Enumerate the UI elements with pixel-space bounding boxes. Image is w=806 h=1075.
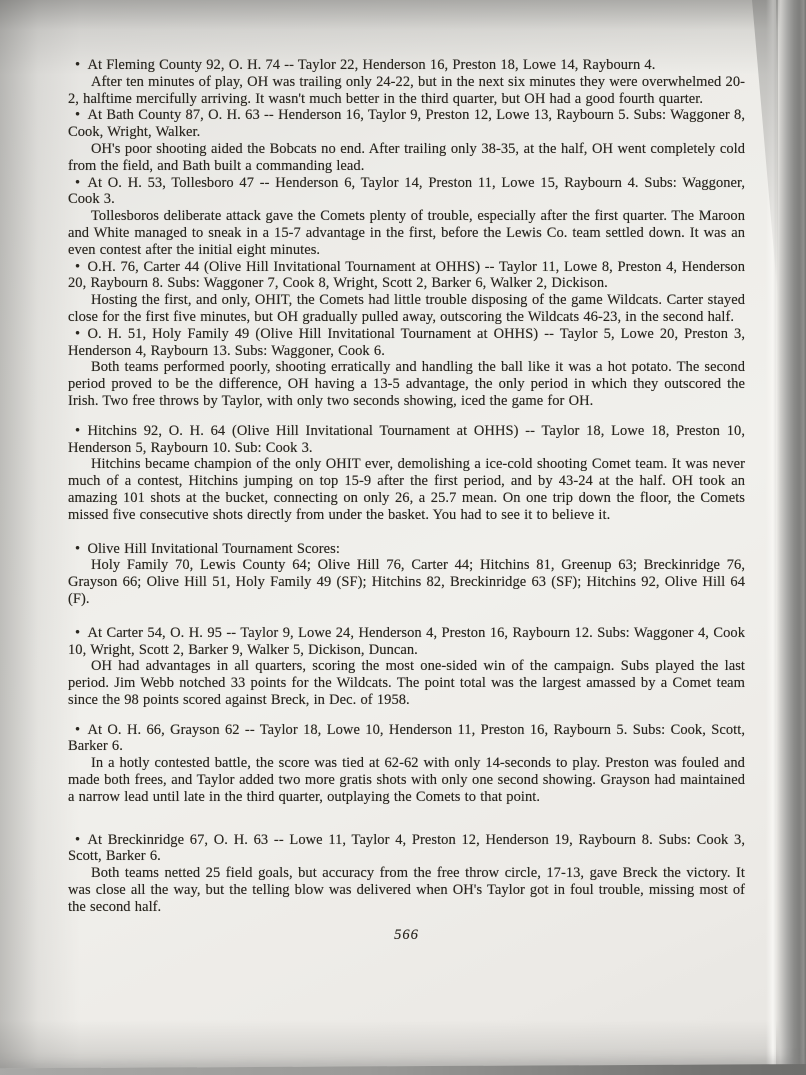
game-recap-carter-ohit: Hosting the first, and only, OHIT, the Comets had little trouble disposing of the game Wildcats. Carter stayed close for the first five minutes, but OH gradually pulled away, outscoring the Wildcats 46-23, in the second half. (68, 292, 745, 325)
game-result-tollesboro: • At O. H. 53, Tollesboro 47 -- Henderson 6, Taylor 14, Preston 11, Lowe 15, Raybourn 4. Subs: Waggoner, Cook 3. (68, 175, 745, 209)
game-recap-hitchins-ohit: Hitchins became champion of the only OHIT ever, demolishing a ice-cold shooting Comet team. It was never much of a contest, Hitchins jumping on top 15-9 after the first period, and by 43-24 at the half. OH took an amazing 101 shots at the bucket, connecting on only 26, a 25.7 mean. On one trip down the floor, the Comets missed five consecutive shots directly from under the basket. You had to see it to believe it. (68, 456, 745, 523)
page-edge-right-curl (776, 0, 806, 1075)
game-result-bath-county: • At Bath County 87, O. H. 63 -- Henderson 16, Taylor 9, Preston 12, Lowe 13, Raybourn 5. Subs: Waggoner 8, Cook, Wright, Walker. (68, 107, 745, 141)
tournament-scores-heading: • Olive Hill Invitational Tournament Scores: (68, 541, 745, 558)
tournament-scores-list: Holy Family 70, Lewis County 64; Olive Hill 76, Carter 44; Hitchins 81, Greenup 63; Breckinridge 76, Grayson 66; Olive Hill 51, Holy Family 49 (SF); Hitchins 82, Breckinridge 63 (SF); Hitchins 92, Olive Hill 64 (F). (68, 557, 745, 607)
game-recap-at-carter: OH had advantages in all quarters, scoring the most one-sided win of the campaign. Subs played the last period. Jim Webb notched 33 points for the Wildcats. The point total was the largest amassed by a Comet team since the 98 points scored against Breck, in Dec. of 1958. (68, 658, 745, 708)
game-result-breckinridge: • At Breckinridge 67, O. H. 63 -- Lowe 11, Taylor 4, Preston 12, Henderson 19, Raybourn 8. Subs: Cook 3, Scott, Barker 6. (68, 832, 745, 866)
game-result-holy-family-ohit: • O. H. 51, Holy Family 49 (Olive Hill Invitational Tournament at OHHS) -- Taylor 5, Lowe 20, Preston 3, Henderson 4, Raybourn 13. Subs: Waggoner, Cook 6. (68, 326, 745, 360)
page-edge-bottom (0, 1064, 806, 1075)
page-number: 566 (394, 926, 419, 943)
game-recap-grayson: In a hotly contested battle, the score was tied at 62-62 with only 14-seconds to play. Preston was fouled and made both frees, and Taylor added two more gratis shots with only one second showing. Grayson had maintained a narrow lead until late in the third quarter, outplaying the Comets to that point. (68, 755, 745, 805)
game-result-fleming-county: • At Fleming County 92, O. H. 74 -- Taylor 22, Henderson 16, Preston 18, Lowe 14, Raybourn 4. (68, 57, 745, 74)
game-recap-fleming-county: After ten minutes of play, OH was trailing only 24-22, but in the next six minutes they were overwhelmed 20-2, halftime mercifully arriving. It wasn't much better in the third quarter, but OH had a good fourth quarter. (68, 73, 745, 107)
game-recap-bath-county: OH's poor shooting aided the Bobcats no end. After trailing only 38-35, at the half, OH went completely cold from the field, and Bath built a commanding lead. (68, 140, 745, 174)
page-text-column (68, 57, 745, 943)
game-result-carter-ohit: • O.H. 76, Carter 44 (Olive Hill Invitational Tournament at OHHS) -- Taylor 11, Lowe 8, Preston 4, Henderson 20, Raybourn 8. Subs: Waggoner 7, Cook 8, Wright, Scott 2, Barker 6, Walker 2, Dickison. (68, 259, 745, 293)
game-recap-holy-family-ohit: Both teams performed poorly, shooting erratically and handling the ball like it was a hot potato. The second period proved to be the difference, OH having a 13-5 advantage, the only period in which they outscored the Irish. Two free throws by Taylor, with only two seconds showing, iced the game for OH. (68, 359, 745, 409)
game-result-at-carter: • At Carter 54, O. H. 95 -- Taylor 9, Lowe 24, Henderson 4, Preston 16, Raybourn 12. Subs: Waggoner 4, Cook 10, Wright, Scott 2, Barker 9, Walker 5, Dickison, Duncan. (68, 625, 745, 659)
game-result-hitchins-ohit: • Hitchins 92, O. H. 64 (Olive Hill Invitational Tournament at OHHS) -- Taylor 18, Lowe 18, Preston 10, Henderson 5, Raybourn 10. Sub: Cook 3. (68, 423, 745, 457)
game-recap-tollesboro: Tollesboros deliberate attack gave the Comets plenty of trouble, especially after the first quarter. The Maroon and White managed to sneak in a 15-7 advantage in the first, before the Lewis Co. team settled down. It was an even contest after the initial eight minutes. (68, 208, 745, 258)
game-recap-breckinridge: Both teams netted 25 field goals, but accuracy from the free throw circle, 17-13, gave Breck the victory. It was close all the way, but the telling blow was delivered when OH's Taylor got in foul trouble, missing most of the second half. (68, 865, 745, 915)
game-result-grayson: • At O. H. 66, Grayson 62 -- Taylor 18, Lowe 10, Henderson 11, Preston 16, Raybourn 5. Subs: Cook, Scott, Barker 6. (68, 722, 745, 756)
